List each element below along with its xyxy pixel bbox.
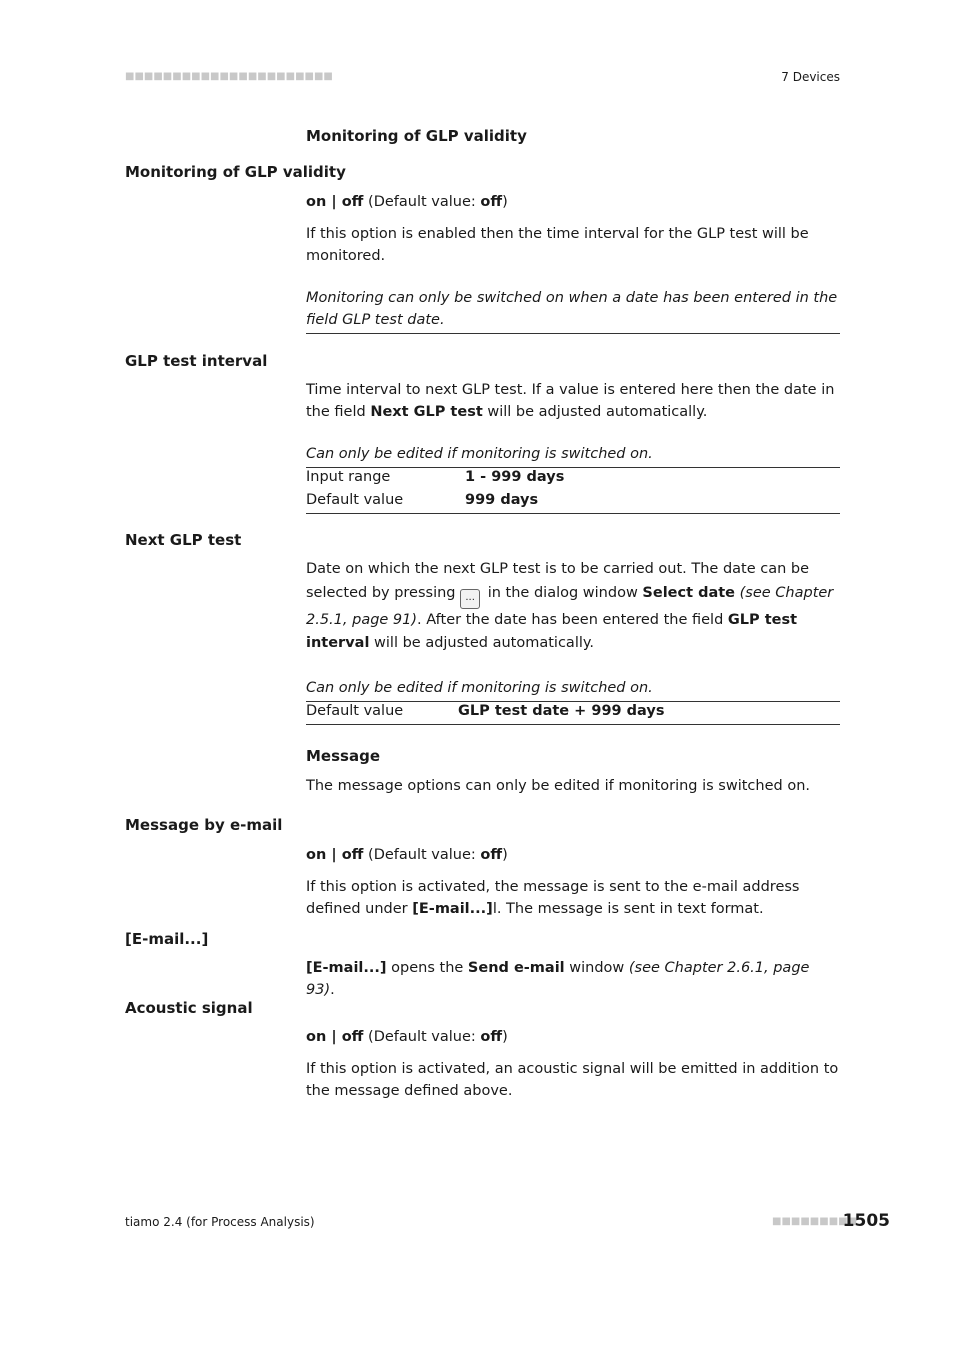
default-value: off [480, 1029, 503, 1045]
monitoring-options: on | off (Default value: off) [306, 194, 508, 210]
option-off: off [341, 847, 364, 863]
interval-description: Time interval to next GLP test. If a value is entered here then the date in the field Next GLP test will be adjusted automatically. [306, 382, 835, 420]
chapter-header: 7 Devices [781, 70, 840, 84]
monitoring-label: Monitoring of GLP validity [125, 163, 346, 181]
table-row: Input range 1 - 999 days [306, 469, 565, 485]
message-description: The message options can only be edited if monitoring is switched on. [306, 778, 811, 794]
page-number: 1505 [842, 1211, 890, 1231]
section-title: Monitoring of GLP validity [306, 127, 527, 145]
footer-decoration: ■■■■■■■■■ [772, 1216, 858, 1227]
footer-product: tiamo 2.4 (for Process Analysis) [125, 1215, 315, 1229]
default-value: off [480, 847, 503, 863]
email-button-label: [E-mail...] [125, 930, 209, 948]
next-test-label: Next GLP test [125, 531, 242, 549]
next-test-note: Can only be edited if monitoring is switched on. [306, 680, 653, 696]
option-on: on [306, 847, 327, 863]
option-on: on [306, 1029, 327, 1045]
table-row: Default value GLP test date + 999 days [306, 703, 665, 719]
email-description: If this option is activated, the message is sent to the e-mail address defined under [E-mail...]l. The message is sent in text format. [306, 879, 800, 917]
interval-label: GLP test interval [125, 352, 268, 370]
option-off: off [341, 194, 364, 210]
email-label: Message by e-mail [125, 816, 283, 834]
monitoring-note: Monitoring can only be switched on when a date has been entered in the field GLP test date. [306, 290, 838, 328]
table-bottom-rule [306, 724, 840, 725]
divider [306, 333, 840, 334]
monitoring-description: If this option is enabled then the time interval for the GLP test will be monitored. [306, 226, 809, 264]
acoustic-description: If this option is activated, an acoustic signal will be emitted in addition to the message defined above. [306, 1061, 839, 1099]
table-bottom-rule [306, 513, 840, 514]
acoustic-options: on | off (Default value: off) [306, 1029, 508, 1045]
table-row: Default value 999 days [306, 492, 539, 508]
acoustic-label: Acoustic signal [125, 999, 253, 1017]
header-decoration: ■■■■■■■■■■■■■■■■■■■■■■ [125, 71, 333, 82]
next-test-description: Date on which the next GLP test is to be carried out. The date can be selected by pressing ... in the dialog window Select date (see Chapter 2.5.1, page 91). After the date has been entered the field GLP test interval will be adjusted automatically. [306, 561, 834, 651]
option-on: on [306, 194, 327, 210]
message-heading: Message [306, 747, 380, 765]
email-options: on | off (Default value: off) [306, 847, 508, 863]
ellipsis-button-icon: ... [460, 589, 480, 609]
default-value: off [480, 194, 503, 210]
interval-note: Can only be edited if monitoring is switched on. [306, 446, 653, 462]
email-button-description: [E-mail...] opens the Send e-mail window (see Chapter 2.6.1, page 93). [306, 960, 810, 998]
option-off: off [341, 1029, 364, 1045]
